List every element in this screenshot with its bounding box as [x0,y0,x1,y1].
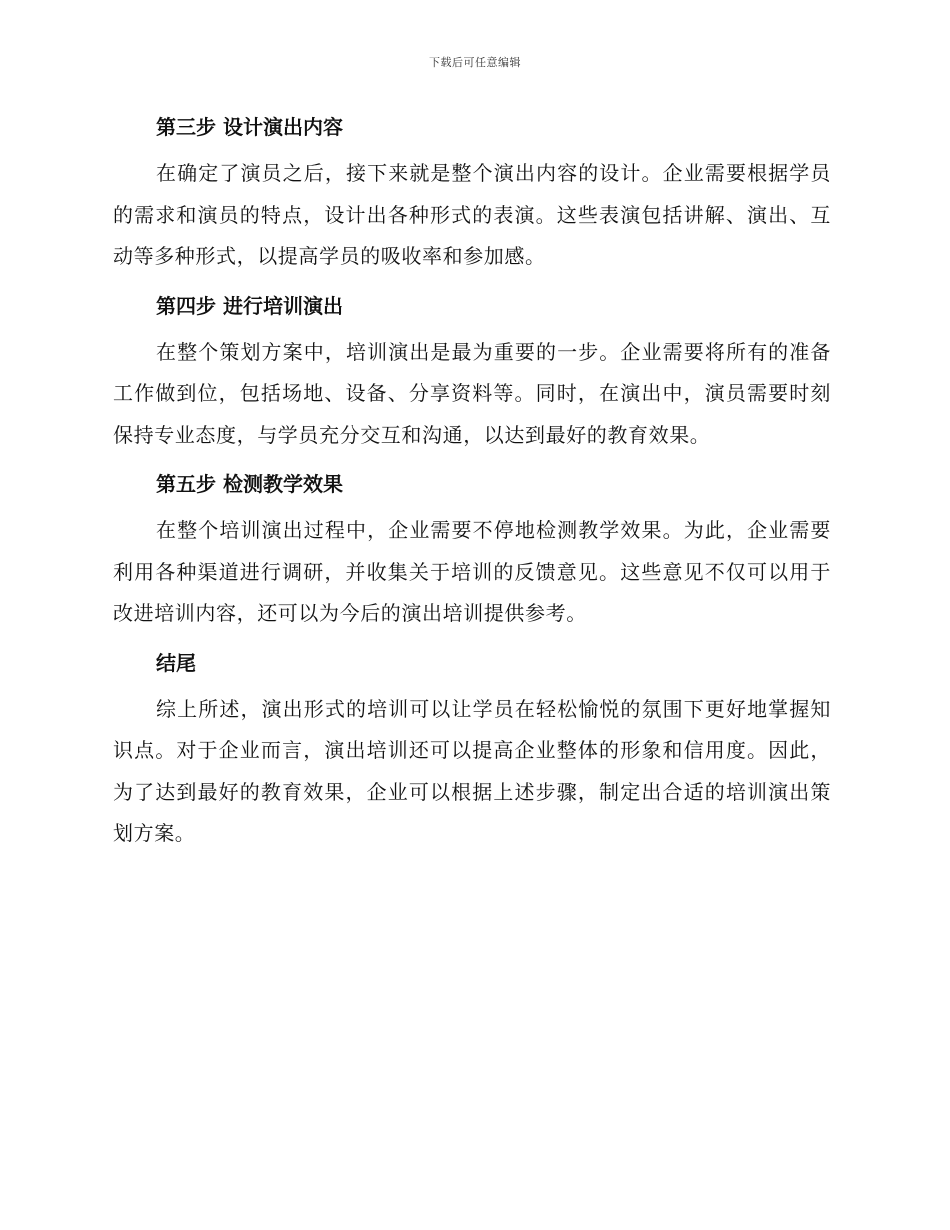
section-heading: 结尾 [156,650,196,675]
document-body [113,113,831,869]
section-heading: 第五步 检测教学效果 [156,472,343,496]
section-heading: 第三步 设计演出内容 [156,115,343,139]
section-paragraph: 综上所述，演出形式的培训可以让学员在轻松愉悦的氛围下更好地掌握知识点。对于企业而言，演出培训还可以提高企业整体的形象和信用度。因此，为了达到最好的教育效果，企业可以根据上述步骤，制定出合适的培训演出策划方案。 [113,696,831,845]
page-header: 下载后可任意编辑 [429,56,521,69]
section-paragraph: 在确定了演员之后，接下来就是整个演出内容的设计。企业需要根据学员的需求和演员的特点，设计出各种形式的表演。这些表演包括讲解、演出、互动等多种形式，以提高学员的吸收率和参加感。 [113,161,831,268]
section-step-3 [113,113,831,278]
section-heading: 第四步 进行培训演出 [156,293,343,318]
section-step-5 [113,470,831,635]
section-paragraph: 在整个培训演出过程中，企业需要不停地检测教学效果。为此，企业需要利用各种渠道进行调研，并收集关于培训的反馈意见。这些意见不仅可以用于改进培训内容，还可以为今后的演出培训提供参考。 [113,518,831,625]
section-step-4 [113,292,831,457]
section-paragraph: 在整个策划方案中，培训演出是最为重要的一步。企业需要将所有的准备工作做到位，包括场地、设备、分享资料等。同时，在演出中，演员需要时刻保持专业态度，与学员充分交互和沟通，以达到最好的教育效果。 [113,339,831,447]
section-conclusion [113,649,831,855]
